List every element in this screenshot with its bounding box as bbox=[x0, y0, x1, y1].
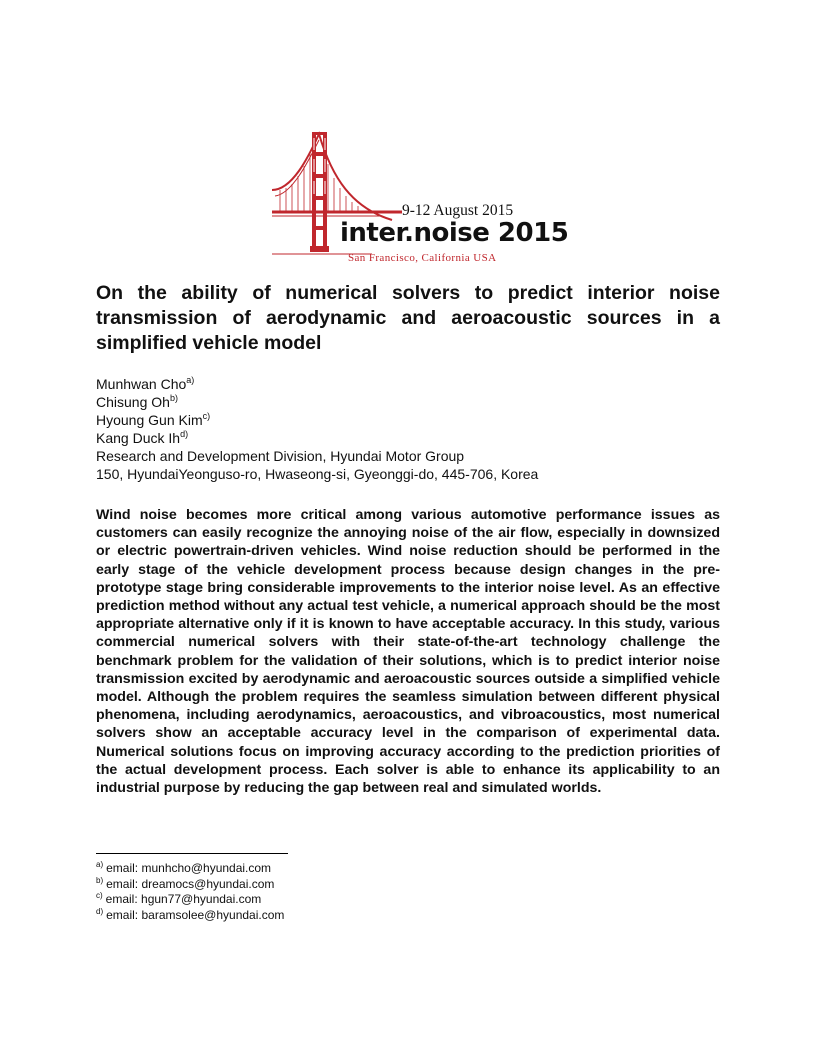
footnote bbox=[96, 908, 284, 924]
footnote-text: email: baramsolee@hyundai.com bbox=[106, 907, 285, 922]
footnote-mark: b) bbox=[96, 875, 104, 885]
author-line bbox=[96, 411, 538, 429]
author-mark: d) bbox=[180, 429, 189, 439]
author-mark: a) bbox=[186, 375, 195, 385]
author-name: Chisung Oh bbox=[96, 394, 170, 410]
author-mark: c) bbox=[202, 411, 211, 421]
abstract: Wind noise becomes more critical among various automotive performance issues as customers can easily recognize the annoying noise of the air flow, especially in downsized or electric powertrain-driven vehicles. Wind noise reduction should be performed in the early stage of the vehicle development process because design changes in the pre-prototype stage bring considerable improvements to the interior noise level. As an effective prediction method without any actual test vehicle, a numerical approach should be the most appropriate alternative only if it is known to have acceptable accuracy. In this study, various commercial numerical solvers with their state-of-the-art technology challenge the benchmark problem for the validation of their solutions, which is to predict interior noise transmission excited by aerodynamic and aeroacoustic sources outside a simplified vehicle model. Although the problem requires the seamless simulation between different physical phenomena, including aerodynamics, aeroacoustics, and vibroacoustics, most numerical solvers show an acceptable accuracy level in the comparison of experimental data. Numerical solutions focus on improving accuracy according to the prediction priorities of the actual development process. Each solver is able to enhance its applicability to an industrial purpose by reducing the gap between real and simulated worlds. bbox=[96, 507, 720, 797]
author-name: Munhwan Cho bbox=[96, 376, 187, 392]
footnote-text: email: munhcho@hyundai.com bbox=[106, 861, 272, 875]
author-line bbox=[96, 393, 538, 411]
conference-name: inter.noise 2015 bbox=[340, 218, 569, 248]
footnotes bbox=[96, 861, 284, 923]
author-mark: b) bbox=[169, 393, 178, 403]
footnote-mark: c) bbox=[96, 891, 103, 900]
footnote-divider bbox=[96, 853, 288, 854]
author-name: Hyoung Gun Kim bbox=[96, 412, 203, 428]
footnote-mark: a) bbox=[96, 860, 104, 869]
author-line bbox=[96, 375, 538, 393]
footnote-text: email: hgun77@hyundai.com bbox=[105, 892, 262, 906]
address-line: 150, HyundaiYeonguso-ro, Hwaseong-si, Gyeonggi-do, 445-706, Korea bbox=[96, 466, 539, 482]
footnote bbox=[96, 892, 284, 908]
author-block bbox=[96, 375, 538, 483]
author-line bbox=[96, 429, 538, 447]
footnote-text: email: dreamocs@hyundai.com bbox=[106, 876, 275, 891]
author-name: Kang Duck Ih bbox=[96, 430, 181, 446]
affiliation-line: Research and Development Division, Hyundai Motor Group bbox=[96, 448, 465, 464]
conference-location: San Francisco, California USA bbox=[348, 252, 497, 264]
paper-title: On the ability of numerical solvers to predict interior noise transmission of aerodynamic and aeroacoustic sources in a simplified vehicle model bbox=[96, 282, 720, 354]
footnote bbox=[96, 861, 284, 877]
footnote-mark: d) bbox=[96, 906, 104, 916]
footnote bbox=[96, 877, 284, 893]
conference-date: 9-12 August 2015 bbox=[402, 202, 514, 219]
conference-logo bbox=[272, 128, 569, 266]
